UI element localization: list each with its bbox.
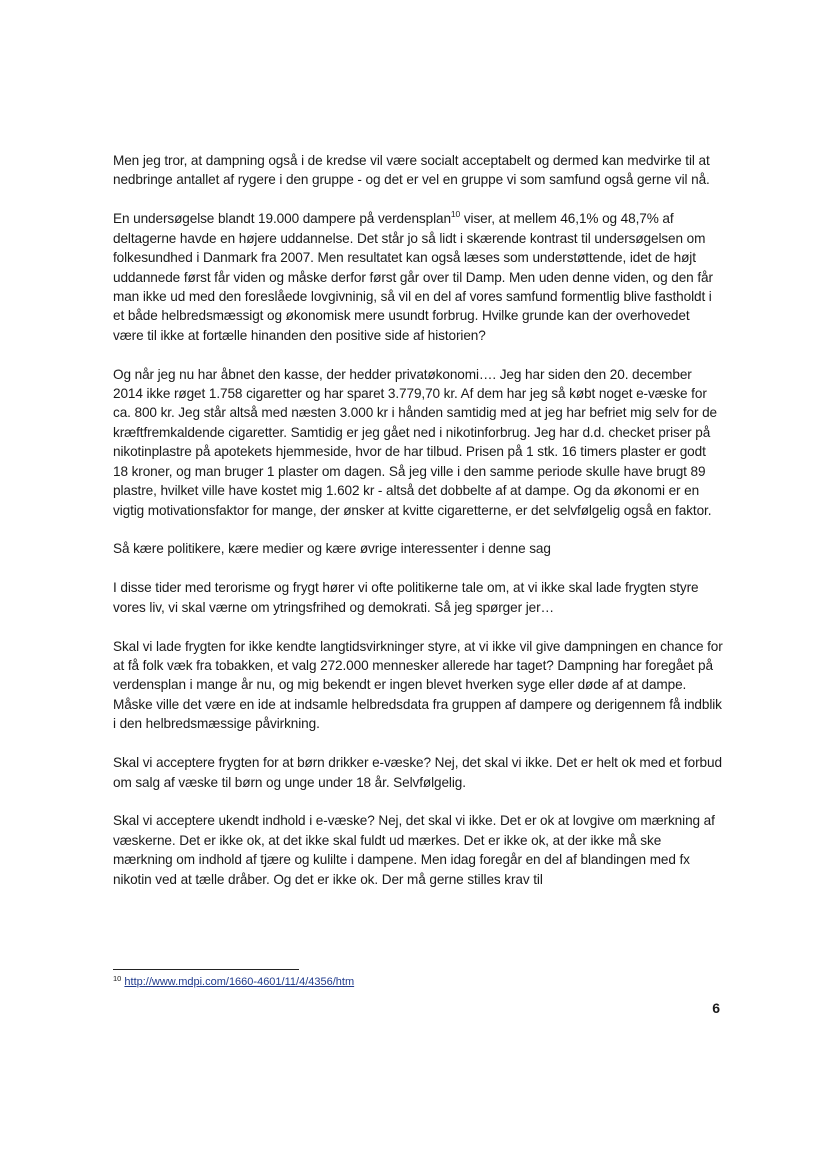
paragraph-5: I disse tider med terorisme og frygt hører vi ofte politikerne tale om, at vi ikke skal lade frygten styre vores liv, vi skal værne om ytringsfrihed og demokrati. Så jeg spørger jer… — [113, 580, 699, 615]
body-text — [113, 151, 723, 909]
paragraph-1: Men jeg tror, at dampning også i de kredse vil være socialt acceptabelt og dermed kan medvirke til at nedbringe antallet af rygere i den gruppe - og det er vel en gruppe vi som samfund også gerne vil nå. — [113, 153, 710, 188]
paragraph-4: Så kære politikere, kære medier og kære øvrige interessenter i denne sag — [113, 541, 551, 557]
paragraph-7: Skal vi acceptere frygten for at børn drikker e-væske? Nej, det skal vi ikke. Det er helt ok med et forbud om salg af væske til børn og unge under 18 år. Selvfølgelig. — [113, 755, 722, 790]
footnote-link[interactable]: http://www.mdpi.com/1660-4601/11/4/4356/htm — [124, 976, 355, 988]
footnote-number: 10 — [113, 974, 122, 983]
paragraph-2 — [113, 209, 723, 345]
page-number: 6 — [712, 1000, 720, 1016]
paragraph-2-text-after-ref: viser, at mellem 46,1% og 48,7% af deltagerne havde en højere uddannelse. Det står jo så lidt i skærende kontrast til undersøgelsen om folkesundhed i Danmark fra 2007. Men resultatet kan også læses som understøttende, idet de højt uddannede først får viden og måske derfor først går over til Damp. Men uden denne viden, og den får man ikke ud med den foreslåede lovgivninig, så vil en del af vores samfund formentlig blive fastholdt i et både helbredsmæssigt og økonomisk mere usundt forbrug. Hvilke grunde kan der overhovedet være til ikke at fortælle hinanden den positive side af historien? — [113, 211, 713, 343]
paragraph-2-text-before-ref: En undersøgelse blandt 19.000 dampere på verdensplan — [113, 211, 451, 227]
paragraph-8: Skal vi acceptere ukendt indhold i e-væske? Nej, det skal vi ikke. Det er ok at lovgive om mærkning af væskerne. Det er ikke ok, at det ikke skal fuldt ud mærkes. Det er ikke ok, at der ikke må ske mærkning om indhold af tjære og kulilte i dampene. Men idag foregår en del af blandingen med fx nikotin ved at tælle dråber. Og det er ikke ok. Der må gerne stilles krav til — [113, 813, 715, 887]
footnote-reference[interactable]: 10 — [450, 209, 461, 220]
footnote-divider — [113, 969, 299, 970]
paragraph-3: Og når jeg nu har åbnet den kasse, der hedder privatøkonomi…. Jeg har siden den 20. december 2014 ikke røget 1.758 cigaretter og har sparet 3.779,70 kr. Af dem har jeg så købt noget e-væske for ca. 800 kr. Jeg står altså med næsten 3.000 kr i hånden samtidig med at jeg har befriet mig selv for de kræftfremkaldende cigaretter. Samtidig er jeg gået ned i nikotinforbrug. Jeg har d.d. checket priser på nikotinplastre på apotekets hjemmeside, hvor de har tilbud. Prisen på 1 stk. 16 timers plaster er godt 18 kroner, og man bruger 1 plaster om dagen. Så jeg ville i den samme periode skulle have brugt 89 plastre, hvilket ville have kostet mig 1.602 kr - altså det dobbelte af at dampe. Og da økonomi er en vigtig motivationsfaktor for mange, der ønsker at kvitte cigaretterne, er det selvfølgelig også en faktor. — [113, 366, 718, 518]
footnote — [113, 975, 354, 989]
paragraph-6: Skal vi lade frygten for ikke kendte langtidsvirkninger styre, at vi ikke vil give dampningen en chance for at få folk væk fra tobakken, et valg 272.000 mennesker allerede har taget? Dampning har foregået på verdensplan i mange år nu, og mig bekendt er ingen blevet hverken syge eller døde af at dampe. Måske ville det være en ide at indsamle helbredsdata fra gruppen af dampere og derigennem få indblik i den helbredsmæssige påvirkning. — [113, 638, 723, 732]
